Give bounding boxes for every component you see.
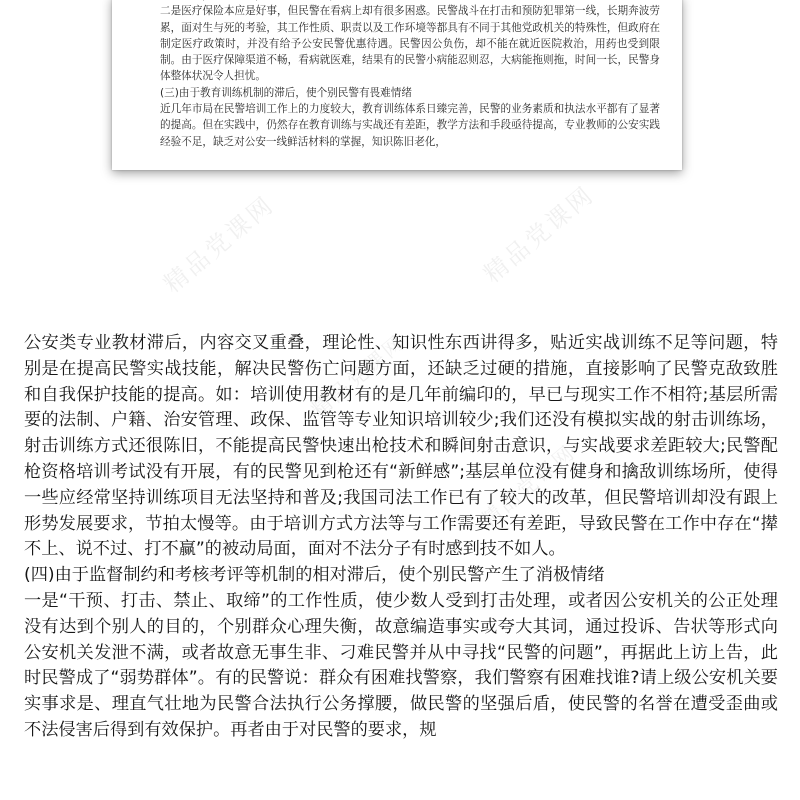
watermark-text: 精品党课网 xyxy=(158,190,280,299)
body-paragraph-training-continued: 公安类专业教材滞后，内容交叉重叠，理论性、知识性东西讲得多，贴近实战训练不足等问题，特别是在提高民警实战技能，解决民警伤亡问题方面，还缺乏过硬的措施，直接影响了民警克敌致胜和自我保护技能的提高。如：培训使用教材有的是几年前编印的，早已与现实工作不相符;基层所需要的法制、户籍、治安管理、政保、监管等专业知识培训较少;我们还没有模拟实战的射击训练场，射击训练方式还很陈旧，不能提高民警快速出枪技术和瞬间射击意识，与实战要求差距较大;民警配枪资格培训考试没有开展，有的民警见到枪还有“新鲜感”;基层单位没有健身和擒敌训练场所，使得一些应经常坚持训练项目无法坚持和普及;我国司法工作已有了较大的改革，但民警培训却没有跟上形势发展要求，节拍太慢等。由于培训方式方法等与工作需要还有差距，导致民警在工作中存在“撵不上、说不过、打不赢”的被动局面，面对不法分子有时感到技不如人。 xyxy=(24,333,778,560)
watermark-text: 精品党课网 xyxy=(478,180,600,289)
preview-paragraph-medical: 二是医疗保险本应是好事，但民警在看病上却有很多困惑。民警战斗在打击和预防犯罪第一线，长期奔波劳累，面对生与死的考验，其工作性质、职责以及工作环境等都具有不同于其他党政机关的特殊性，但政府在制定医疗政策时，并没有给予公安民警优惠待遇。民警因公负伤，却不能在就近医院救治，用药也受到限制。由于医疗保障渠道不畅，看病就医难，结果有的民警小病能忍则忍，大病能拖则拖，时间一长，民警身体整体状况令人担忧。 xyxy=(160,5,660,83)
preview-text-block xyxy=(160,0,660,150)
document-body xyxy=(24,331,778,744)
preview-paragraph-training: 近几年市局在民警培训工作上的力度较大，教育训练体系日臻完善，民警的业务素质和执法水平都有了显著的提高。但在实践中，仍然存在教育训练与实战还有差距，教学方法和手段亟待提高，专业教师的公安实践经验不足，缺乏对公安一线鲜活材料的掌握，知识陈旧老化， xyxy=(160,103,660,148)
body-paragraph-supervision: 一是“干预、打击、禁止、取缔”的工作性质，使少数人受到打击处理，或者因公安机关的公正处理没有达到个别人的目的，个别群众心理失衡，故意编造事实或夸大其词，通过投诉、告状等形式向公安机关发泄不满，或者故意无事生非、刁难民警并从中寻找“民警的问题”，再据此上访上告，此时民警成了“弱势群体”。有的民警说：群众有困难找警察，我们警察有困难找谁?请上级公安机关要实事求是、理直气壮地为民警合法执行公务撑腰，做民警的坚强后盾，使民警的名誉在遭受歪曲或不法侵害后得到有效保护。再者由于对民警的要求，规 xyxy=(24,590,778,740)
document-preview-card xyxy=(112,0,682,170)
section-heading-4: (四)由于监督制约和考核考评等机制的相对滞后，使个别民警产生了消极情绪 xyxy=(24,565,605,586)
watermark-text: 精品党课网 xyxy=(306,329,411,422)
preview-heading-3: (三)由于教育训练机制的滞后，使个别民警有畏难情绪 xyxy=(160,86,412,99)
watermark-text: 精品党课网 xyxy=(476,439,581,532)
